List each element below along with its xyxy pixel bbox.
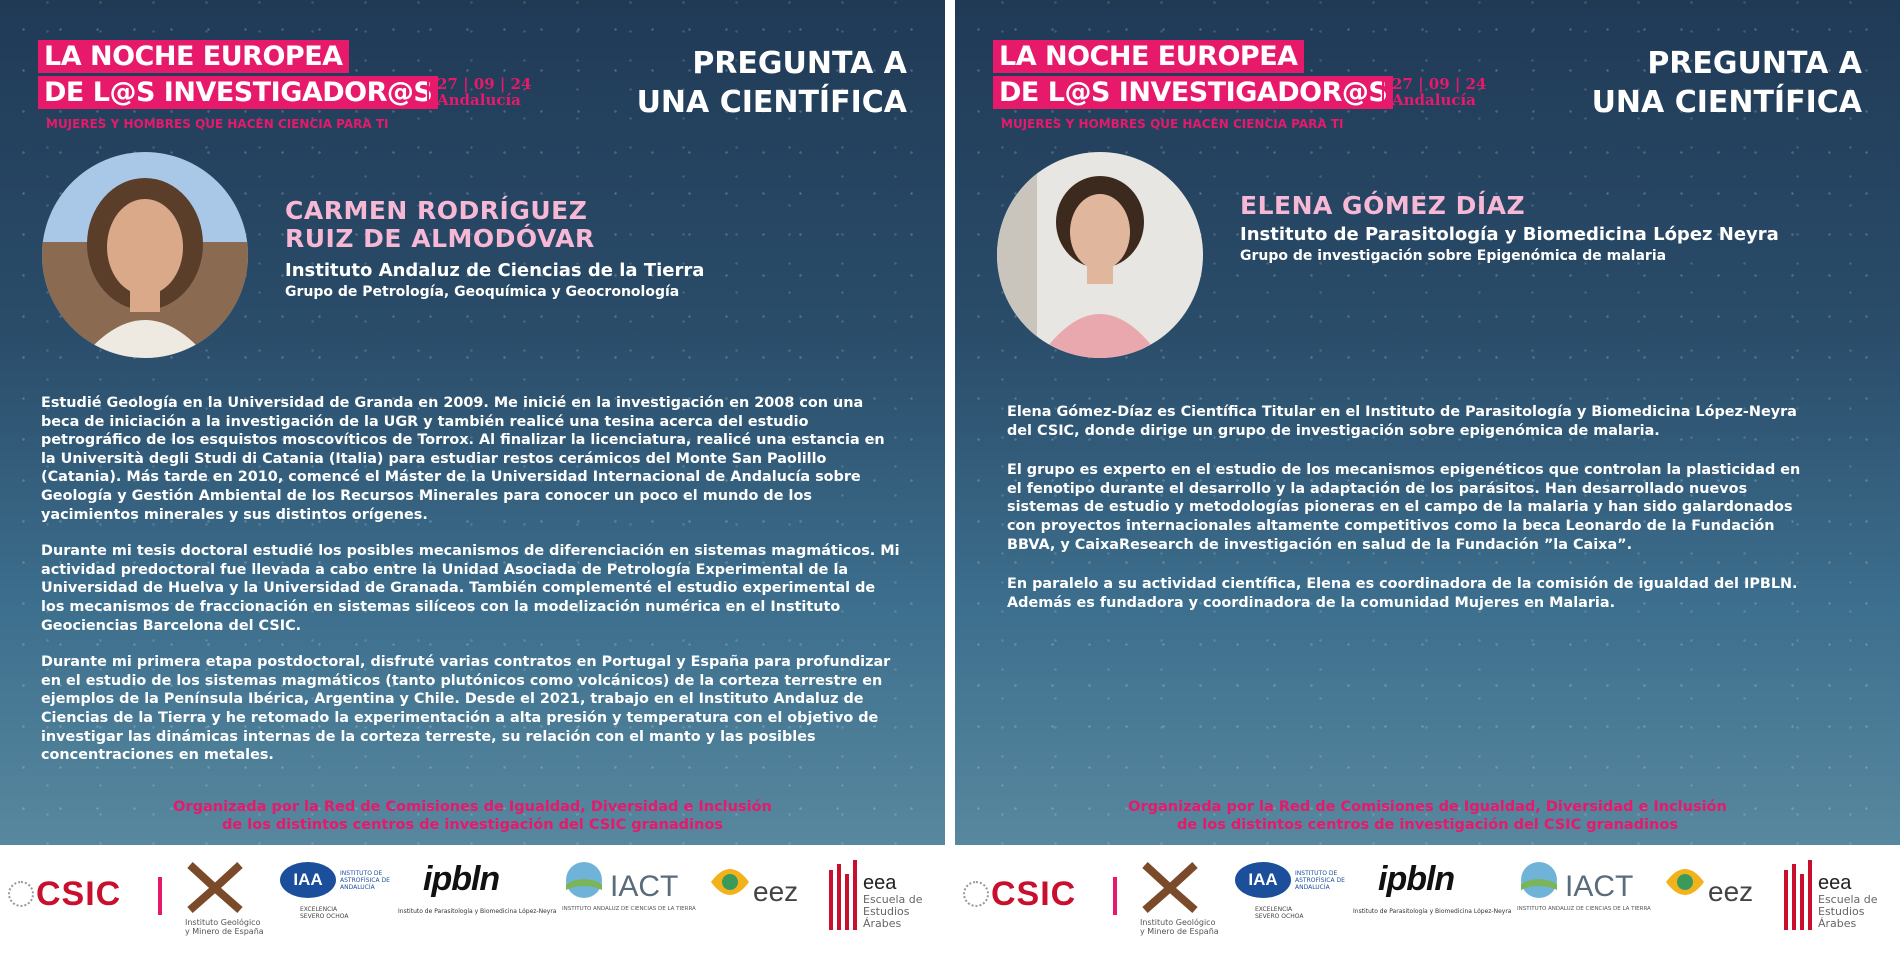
iact-logo (562, 860, 696, 940)
scientist-name-line2: RUIZ DE ALMODÓVAR (285, 224, 595, 253)
ipbln-label: Instituto de Parasitología y Biomedicina López-Neyra (1353, 908, 1512, 915)
iact-label: INSTITUTO ANDALUZ DE CIENCIAS DE LA TIERRA (1517, 906, 1651, 912)
logo-separator (158, 877, 162, 915)
iact-label: INSTITUTO ANDALUZ DE CIENCIAS DE LA TIERRA (562, 906, 696, 912)
iact-logo (1517, 860, 1651, 940)
headline (637, 44, 907, 122)
sponsor-logos (0, 845, 945, 950)
eez-wordmark: eez (1708, 876, 1754, 907)
csic-emblem-icon (8, 881, 34, 907)
headline (1592, 44, 1862, 122)
igme-logo (1140, 860, 1219, 940)
portrait-photo-icon (997, 152, 1203, 358)
eea-logo (825, 860, 923, 940)
iact-wordmark: IACT (1565, 870, 1634, 903)
event-tagline: MUJERES Y HOMBRES QUE HACEN CIENCIA PARA TI (1001, 117, 1344, 131)
iaa-label: INSTITUTO DE ASTROFÍSICA DE ANDALUCÍA (1295, 870, 1345, 891)
bio-paragraph: Estudié Geología en la Universidad de Granda en 2009. Me inicié en la investigación en 2008 con una beca de iniciación a la investigación de la UGR y también realicé una tesina acerca del estudio petrográfico de los esquistos moscovíticos de Torrox. Al finalizar la licenciatura, realicé una estancia en la Università degli Studi di Catania (Italia) para estudiar restos cerámicos del Monte San Paolillo (Catania). Más tarde en 2010, comencé el Máster de la Universidad Internacional de Andalucía sobre Geología y Gestión Ambiental de los Recursos Minerales para conocer un poco el mundo de los yacimientos minerales y sus distintos orígenes. (41, 395, 885, 523)
logo-separator (1113, 877, 1117, 915)
headline-line2: UNA CIENTÍFICA (636, 85, 907, 120)
poster-right (955, 0, 1900, 845)
csic-wordmark: CSIC (991, 875, 1077, 913)
igme-label: Instituto Geológico y Minero de España (185, 918, 264, 936)
panel-divider (945, 0, 955, 845)
igme-emblem-icon (1140, 860, 1200, 916)
scientist-name-line1: CARMEN RODRÍGUEZ (285, 196, 588, 225)
event-date: 27 | 09 | 24 (1392, 75, 1487, 93)
igme-label: Instituto Geológico y Minero de España (1140, 918, 1219, 936)
scientist-name-line1: ELENA GÓMEZ DÍAZ (1240, 191, 1526, 220)
iact-emblem-icon (562, 860, 606, 900)
ipbln-label: Instituto de Parasitología y Biomedicina López-Neyra (398, 908, 557, 915)
iaa-label: INSTITUTO DE ASTROFÍSICA DE ANDALUCÍA (340, 870, 390, 891)
organizer-note-line1: Organizada por la Red de Comisiones de Igualdad, Diversidad e Inclusión (1128, 799, 1727, 815)
organizer-note (955, 799, 1900, 834)
event-logo-line2: DE L@S INVESTIGADOR@S (38, 76, 438, 109)
scientist-institute: Instituto Andaluz de Ciencias de la Tierra (285, 260, 705, 281)
event-tagline: MUJERES Y HOMBRES QUE HACEN CIENCIA PARA TI (46, 117, 389, 131)
csic-emblem-icon (963, 881, 989, 907)
eez-logo (705, 860, 799, 940)
eea-wordmark: eea (1818, 872, 1852, 894)
event-date-block (427, 76, 531, 108)
eez-wordmark: eez (753, 876, 799, 907)
event-logo-line1: LA NOCHE EUROPEA (993, 40, 1304, 73)
scientist-group: Grupo de Petrología, Geoquímica y Geocronología (285, 284, 680, 300)
bio-paragraph: El grupo es experto en el estudio de los mecanismos epigenéticos que controlan la plasticidad en el fenotipo durante el desarrollo y la adaptación de los parásitos. Han desarrollado nuevos sistemas de estudio y metodologías pioneras en el campo de la malaria y han sido galardonados con proyectos internacionales altamente competitivos como la beca Leonardo de la Fundación BBVA, y CaixaResearch de investigación en salud de la Fundación ”la Caixa”. (1007, 462, 1801, 553)
scientist-institute: Instituto de Parasitología y Biomedicina López Neyra (1240, 224, 1779, 245)
headline-line1: PREGUNTA A (692, 46, 907, 81)
event-logo-line1: LA NOCHE EUROPEA (38, 40, 349, 73)
event-date: 27 | 09 | 24 (437, 75, 532, 93)
bio-paragraph: En paralelo a su actividad científica, Elena es coordinadora de la comisión de igualdad del IPBLN. Además es fundadora y coordinadora de la comunidad Mujeres en Malaria. (1007, 576, 1798, 611)
iaa-severo-ochoa: EXCELENCIA SEVERO OCHOA (1255, 906, 1304, 920)
scientist-bio (41, 394, 901, 783)
scientist-photo (42, 152, 248, 358)
portrait-photo-icon (42, 152, 248, 358)
eea-label: Escuela de Estudios Árabes (863, 893, 923, 930)
scientist-info (285, 197, 704, 301)
organizer-note-line2: de los distintos centros de investigación del CSIC granadinos (1177, 816, 1678, 833)
scientist-photo (997, 152, 1203, 358)
iaa-severo-ochoa: EXCELENCIA SEVERO OCHOA (300, 906, 349, 920)
event-region: Andalucía (1392, 91, 1476, 109)
organizer-note-line1: Organizada por la Red de Comisiones de Igualdad, Diversidad e Inclusión (173, 799, 772, 815)
iact-wordmark: IACT (610, 870, 679, 903)
scientist-info (1240, 192, 1779, 265)
sponsor-logos (955, 845, 1900, 950)
bio-paragraph: Durante mi tesis doctoral estudié los posibles mecanismos de diferenciación en sistemas magmáticos. Mi actividad predoctoral fue llevada a cabo entre la Unidad Asociada de Petrología Experimental de la Universidad de Huelva y la Universidad de Granada. También complementé el estudio experimental de los mecanismos de fraccionación en sistemas silíceos con la modelización numérica en el Instituto Geociencias Barcelona del CSIC. (41, 543, 900, 634)
eea-wordmark: eea (863, 872, 897, 894)
eea-emblem-icon (825, 860, 859, 930)
eez-emblem-icon (1660, 860, 1710, 904)
eez-emblem-icon (705, 860, 755, 904)
eea-label: Escuela de Estudios Árabes (1818, 893, 1878, 930)
eea-emblem-icon (1780, 860, 1814, 930)
igme-logo (185, 860, 264, 940)
poster-left (0, 0, 945, 845)
bio-paragraph: Durante mi primera etapa postdoctoral, disfruté varias contratos en Portugal y España para profundizar en el estudio de los sistemas magmáticos (tanto plutónicos como volcánicos) de la corteza terrestre en ejemplos de la Península Ibérica, Argentina y Chile. Desde el 2021, trabajo en el Instituto Andaluz de Ciencias de la Tierra y he retomado la experimentación a alta presión y temperatura con el objetivo de investigar las dinámicas internas de la corteza terreste, su relación con el manto y las posibles concentraciones en metales. (41, 654, 891, 764)
headline-line2: UNA CIENTÍFICA (1591, 85, 1862, 120)
event-region: Andalucía (437, 91, 521, 109)
ipbln-wordmark: ipbln (1378, 860, 1455, 898)
ipbln-wordmark: ipbln (423, 860, 500, 898)
organizer-note-line2: de los distintos centros de investigación del CSIC granadinos (222, 816, 723, 833)
organizer-note (0, 799, 945, 834)
bio-paragraph: Elena Gómez-Díaz es Científica Titular en el Instituto de Parasitología y Biomedicina López-Neyra del CSIC, donde dirige un grupo de investigación sobre epigenómica de malaria. (1007, 404, 1797, 439)
iact-emblem-icon (1517, 860, 1561, 900)
eez-logo (1660, 860, 1754, 940)
event-logo-line2: DE L@S INVESTIGADOR@S (993, 76, 1393, 109)
event-date-block (1382, 76, 1486, 108)
eea-logo (1780, 860, 1878, 940)
iaa-wordmark: IAA (1235, 862, 1291, 898)
scientist-group: Grupo de investigación sobre Epigenómica de malaria (1240, 248, 1667, 264)
headline-line1: PREGUNTA A (1647, 46, 1862, 81)
scientist-bio (1007, 403, 1817, 630)
csic-wordmark: CSIC (36, 875, 122, 913)
igme-emblem-icon (185, 860, 245, 916)
iaa-wordmark: IAA (280, 862, 336, 898)
